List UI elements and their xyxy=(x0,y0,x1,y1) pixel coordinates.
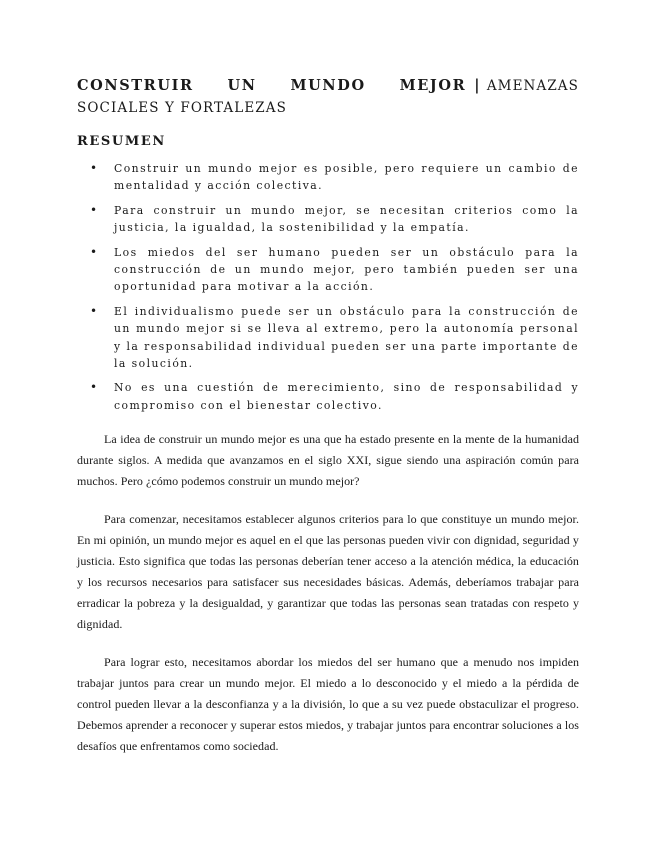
title-separator: | xyxy=(474,77,481,94)
summary-heading: RESUMEN xyxy=(77,134,166,149)
body-text xyxy=(77,429,579,774)
title-main: CONSTRUIR UN MUNDO MEJOR xyxy=(77,77,467,94)
bullet-icon: • xyxy=(90,380,99,395)
summary-item-text: Construir un mundo mejor es posible, pero requiere un cambio de mentalidad y acción colectiva. xyxy=(114,162,579,193)
bullet-icon: • xyxy=(90,303,99,318)
body-paragraph: Para comenzar, necesitamos establecer algunos criterios para lo que constituye un mundo mejor. En mi opinión, un mundo mejor es aquel en el que las personas pueden vivir con dignidad, seguridad y justicia. Esto significa que todas las personas deberían tener acceso a la atención médica, la educación y los recursos necesarios para satisfacer sus necesidades básicas. Además, deberíamos trabajar para erradicar la pobreza y la desigualdad, y garantizar que todas las personas sean tratadas con respeto y dignidad. xyxy=(77,512,579,631)
bullet-icon: • xyxy=(90,244,99,259)
summary-item-text: No es una cuestión de merecimiento, sino de responsabilidad y compromiso con el bienestar colectivo. xyxy=(114,381,579,412)
summary-item xyxy=(77,379,579,414)
summary-item xyxy=(77,160,579,195)
bullet-icon: • xyxy=(90,202,99,217)
summary-item xyxy=(77,244,579,296)
summary-list xyxy=(77,160,579,421)
summary-item-text: El individualismo puede ser un obstáculo para la construcción de un mundo mejor si se lleva al extremo, pero la autonomía personal y la responsabilidad individual pueden ser una parte importante de la solución. xyxy=(114,304,579,371)
bullet-icon: • xyxy=(90,161,99,175)
summary-item-text: Para construir un mundo mejor, se necesitan criterios como la justicia, la igualdad, la sostenibilidad y la empatía. xyxy=(114,203,579,235)
document-title xyxy=(77,75,579,119)
body-paragraph: La idea de construir un mundo mejor es una que ha estado presente en la mente de la humanidad durante siglos. A medida que avanzamos en el siglo XXI, sigue siendo una aspiración común para muchos. Pero ¿cómo podemos construir un mundo mejor? xyxy=(77,432,579,488)
body-paragraph: Para lograr esto, necesitamos abordar los miedos del ser humano que a menudo nos impiden trabajar juntos para crear un mundo mejor. El miedo a lo desconocido y el miedo a la pérdida de control pueden llevar a la desconfianza y a la división, lo que a su vez puede obstaculizar el progreso. Debemos aprender a reconocer y superar estos miedos, y trabajar juntos para encontrar soluciones a los desafíos que enfrentamos como sociedad. xyxy=(77,655,579,753)
title-subtitle: AMENAZAS SOCIALES Y FORTALEZAS xyxy=(77,78,579,116)
summary-item xyxy=(77,303,579,373)
summary-item-text: Los miedos del ser humano pueden ser un obstáculo para la construcción de un mundo mejor, pero también pueden ser una oportunidad para motivar a la acción. xyxy=(114,245,579,294)
summary-item xyxy=(77,202,579,237)
